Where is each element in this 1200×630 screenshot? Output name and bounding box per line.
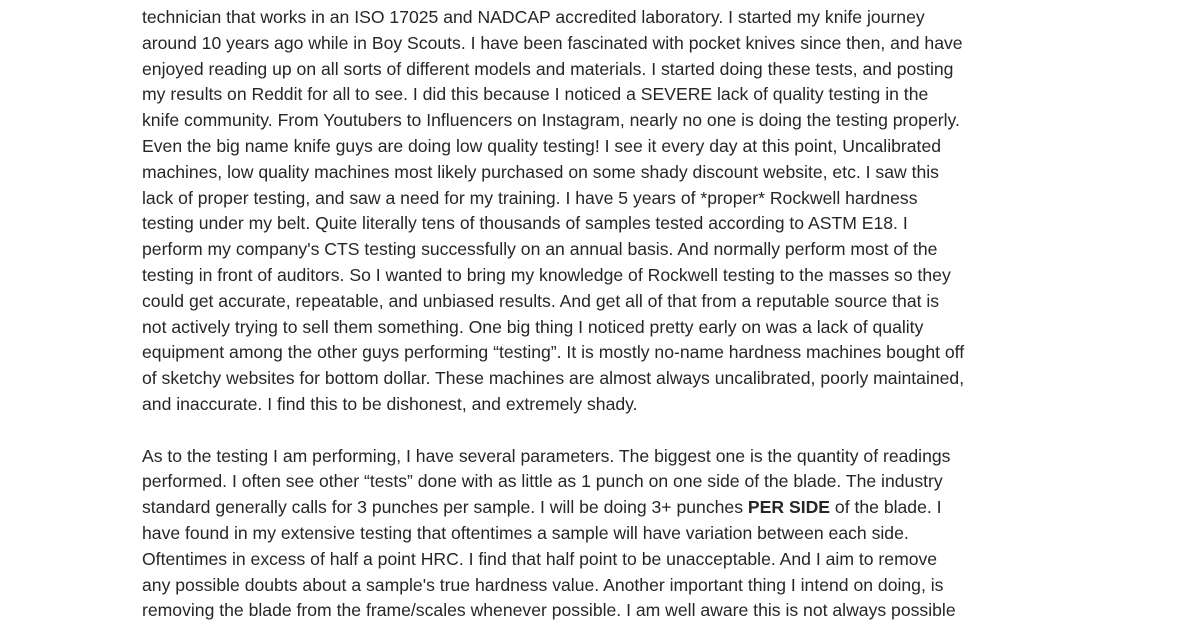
bold-emphasis: PER SIDE (747, 497, 831, 518)
text-line: around 10 years ago while in Boy Scouts. I have been fascinated with pocket knives since then, and have (142, 32, 963, 53)
text-line: perform my company's CTS testing successfully on an annual basis. And normally perform most of the (142, 239, 938, 260)
document-body (142, 5, 1082, 624)
text-line: technician that works in an ISO 17025 and NADCAP accredited laboratory. I started my knife journey (142, 7, 925, 27)
paragraph-spacer (142, 418, 1082, 444)
paragraph-2 (142, 444, 1082, 625)
text-line: As to the testing I am performing, I have several parameters. The biggest one is the quantity of readings (142, 445, 951, 466)
text-run: of the blade. I (830, 497, 942, 518)
text-line: Even the big name knife guys are doing low quality testing! I see it every day at this point, Uncalibrated (142, 135, 942, 156)
text-line: could get accurate, repeatable, and unbiased results. And get all of that from a reputable source that is (142, 290, 940, 311)
text-line: enjoyed reading up on all sorts of different models and materials. I started doing these tests, and posting (142, 58, 954, 79)
text-line: not actively trying to sell them something. One big thing I noticed pretty early on was a lack of quality (142, 316, 924, 337)
text-run: standard generally calls for 3 punches per sample. I will be doing 3+ punches (142, 497, 748, 518)
text-line: my results on Reddit for all to see. I did this because I noticed a SEVERE lack of quality testing in the (142, 84, 929, 105)
text-line: any possible doubts about a sample's true hardness value. Another important thing I intend on doing, is (142, 574, 944, 595)
text-line: equipment among the other guys performing “testing”. It is mostly no-name hardness machines bought off (142, 342, 965, 363)
text-line: lack of proper testing, and saw a need for my training. I have 5 years of *proper* Rockwell hardness (142, 187, 918, 208)
text-line: knife community. From Youtubers to Influencers on Instagram, nearly no one is doing the testing properly. (142, 110, 960, 131)
text-line-with-emphasis (142, 495, 1082, 521)
paragraph-1 (142, 5, 1082, 418)
text-line: removing the blade from the frame/scales whenever possible. I am well aware this is not always possible (142, 600, 956, 621)
text-line: performed. I often see other “tests” done with as little as 1 punch on one side of the blade. The industry (142, 471, 943, 492)
text-line: of sketchy websites for bottom dollar. These machines are almost always uncalibrated, poorly maintained, (142, 368, 965, 389)
text-line: Oftentimes in excess of half a point HRC. I find that half point to be unacceptable. And I aim to remove (142, 548, 938, 569)
text-line: and inaccurate. I find this to be dishonest, and extremely shady. (142, 393, 638, 414)
text-line: testing in front of auditors. So I wanted to bring my knowledge of Rockwell testing to the masses so they (142, 264, 951, 285)
text-line: machines, low quality machines most likely purchased on some shady discount website, etc. I saw this (142, 161, 939, 182)
text-line: testing under my belt. Quite literally tens of thousands of samples tested according to ASTM E18. I (142, 213, 908, 234)
text-line: have found in my extensive testing that oftentimes a sample will have variation between each side. (142, 522, 909, 543)
